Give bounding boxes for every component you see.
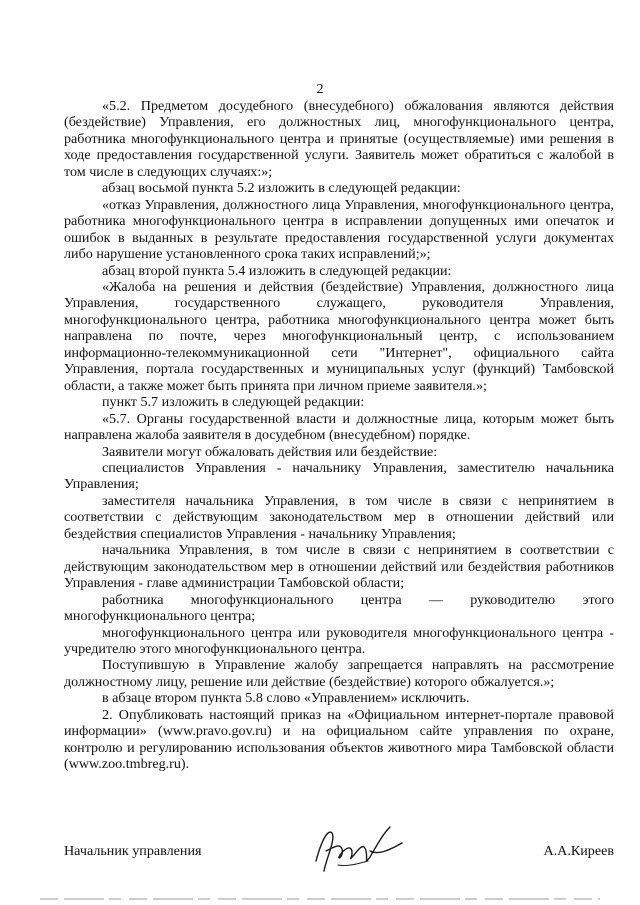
signatory-name: А.А.Киреев (543, 843, 614, 859)
paragraph-complaint-forwarding: Поступившую в Управление жалобу запрещается направлять на рассмотрение должностному лицу, решение или действие (бездействие) которого обжалуется.»; (64, 657, 614, 690)
signature-block (64, 833, 614, 873)
paragraph-complaint-channels: «Жалоба на решения и действия (бездействие) Управления, должностного лица Управления, государственного служащего, руководителя Управления, многофункционального центра, работника многофункционального центра может быть направлена по почте, через многофункциональный центр, с использованием информационно-телекоммуникационной сети "Интернет", официального сайта Управления, портала государственных и муниципальных услуг (функций) Тамбовской области, а также может быть принята при личном приеме заявителя.»; (64, 278, 614, 394)
document-body (64, 98, 614, 773)
paragraph-amend-5-8: в абзаце втором пункта 5.8 слово «Управлением» исключить. (102, 690, 470, 707)
paragraph-appeal-mfc: многофункционального центра или руководителя многофункционального центра - учредителю этого многофункционального центра. (64, 624, 614, 657)
paragraph-appeal-mfc-worker: работника многофункционального центра — руководителю этого многофункционального центра; (64, 591, 614, 625)
paragraph-appeal-specialists: специалистов Управления - начальнику Управления, заместителю начальника Управления; (64, 459, 614, 493)
paragraph-amend-5-7: пункт 5.7 изложить в следующей редакции: (102, 394, 365, 411)
paragraph-applicants-may-appeal: Заявители могут обжаловать действия или бездействие: (102, 443, 438, 460)
handwritten-signature (308, 821, 408, 881)
paragraph-amend-5-4-para2: абзац второй пункта 5.4 изложить в следующей редакции: (102, 262, 452, 279)
paragraph-appeal-head: начальника Управления, в том числе в связи с непринятием в соответствии с действующим законодательством мер в отношении действий или бездействия работников Управления - главе администрации Тамбовской области; (64, 542, 614, 592)
signatory-position: Начальник управления (64, 843, 202, 859)
page-number: 2 (316, 82, 324, 97)
paragraph-refusal-correction: «отказ Управления, должностного лица Управления, многофункционального центра, работника многофункционального центра в исправлении допущенных ими опечаток и ошибок в выданных в результате предоставления государственной услуги документах либо нарушение установленного срока таких исправлений;»; (64, 196, 614, 263)
paragraph-amend-5-2-para8: абзац восьмой пункта 5.2 изложить в следующей редакции: (102, 180, 461, 197)
paragraph-5-7: «5.7. Органы государственной власти и должностные лица, которым может быть направлена жалоба заявителя в досудебном (внесудебном) порядке. (64, 410, 614, 444)
paragraph-appeal-deputy: заместителя начальника Управления, в том числе в связи с непринятием в соответствии с действующим законодательством мер в отношении действий или бездействия специалистов Управления - начальнику Управления; (64, 492, 614, 542)
paragraph-5-2: «5.2. Предметом досудебного (внесудебного) обжалования являются действия (бездействие) Управления, его должностных лиц, многофункционального центра, работника многофункционального центра и принятые (осуществляемые) ими решения в ходе предоставления государственной услуги. Заявитель может обратиться с жалобой в том числе в следующих случаях:»; (64, 98, 614, 180)
scan-bottom-edge (40, 897, 600, 901)
paragraph-publication: 2. Опубликовать настоящий приказ на «Официальном интернет-портале правовой информации» (www.pravo.gov.ru) и на официальном сайте управления по охране, контролю и регулированию использования объектов животного мира Тамбовской области (www.zoo.tmbreg.ru). (64, 706, 614, 773)
